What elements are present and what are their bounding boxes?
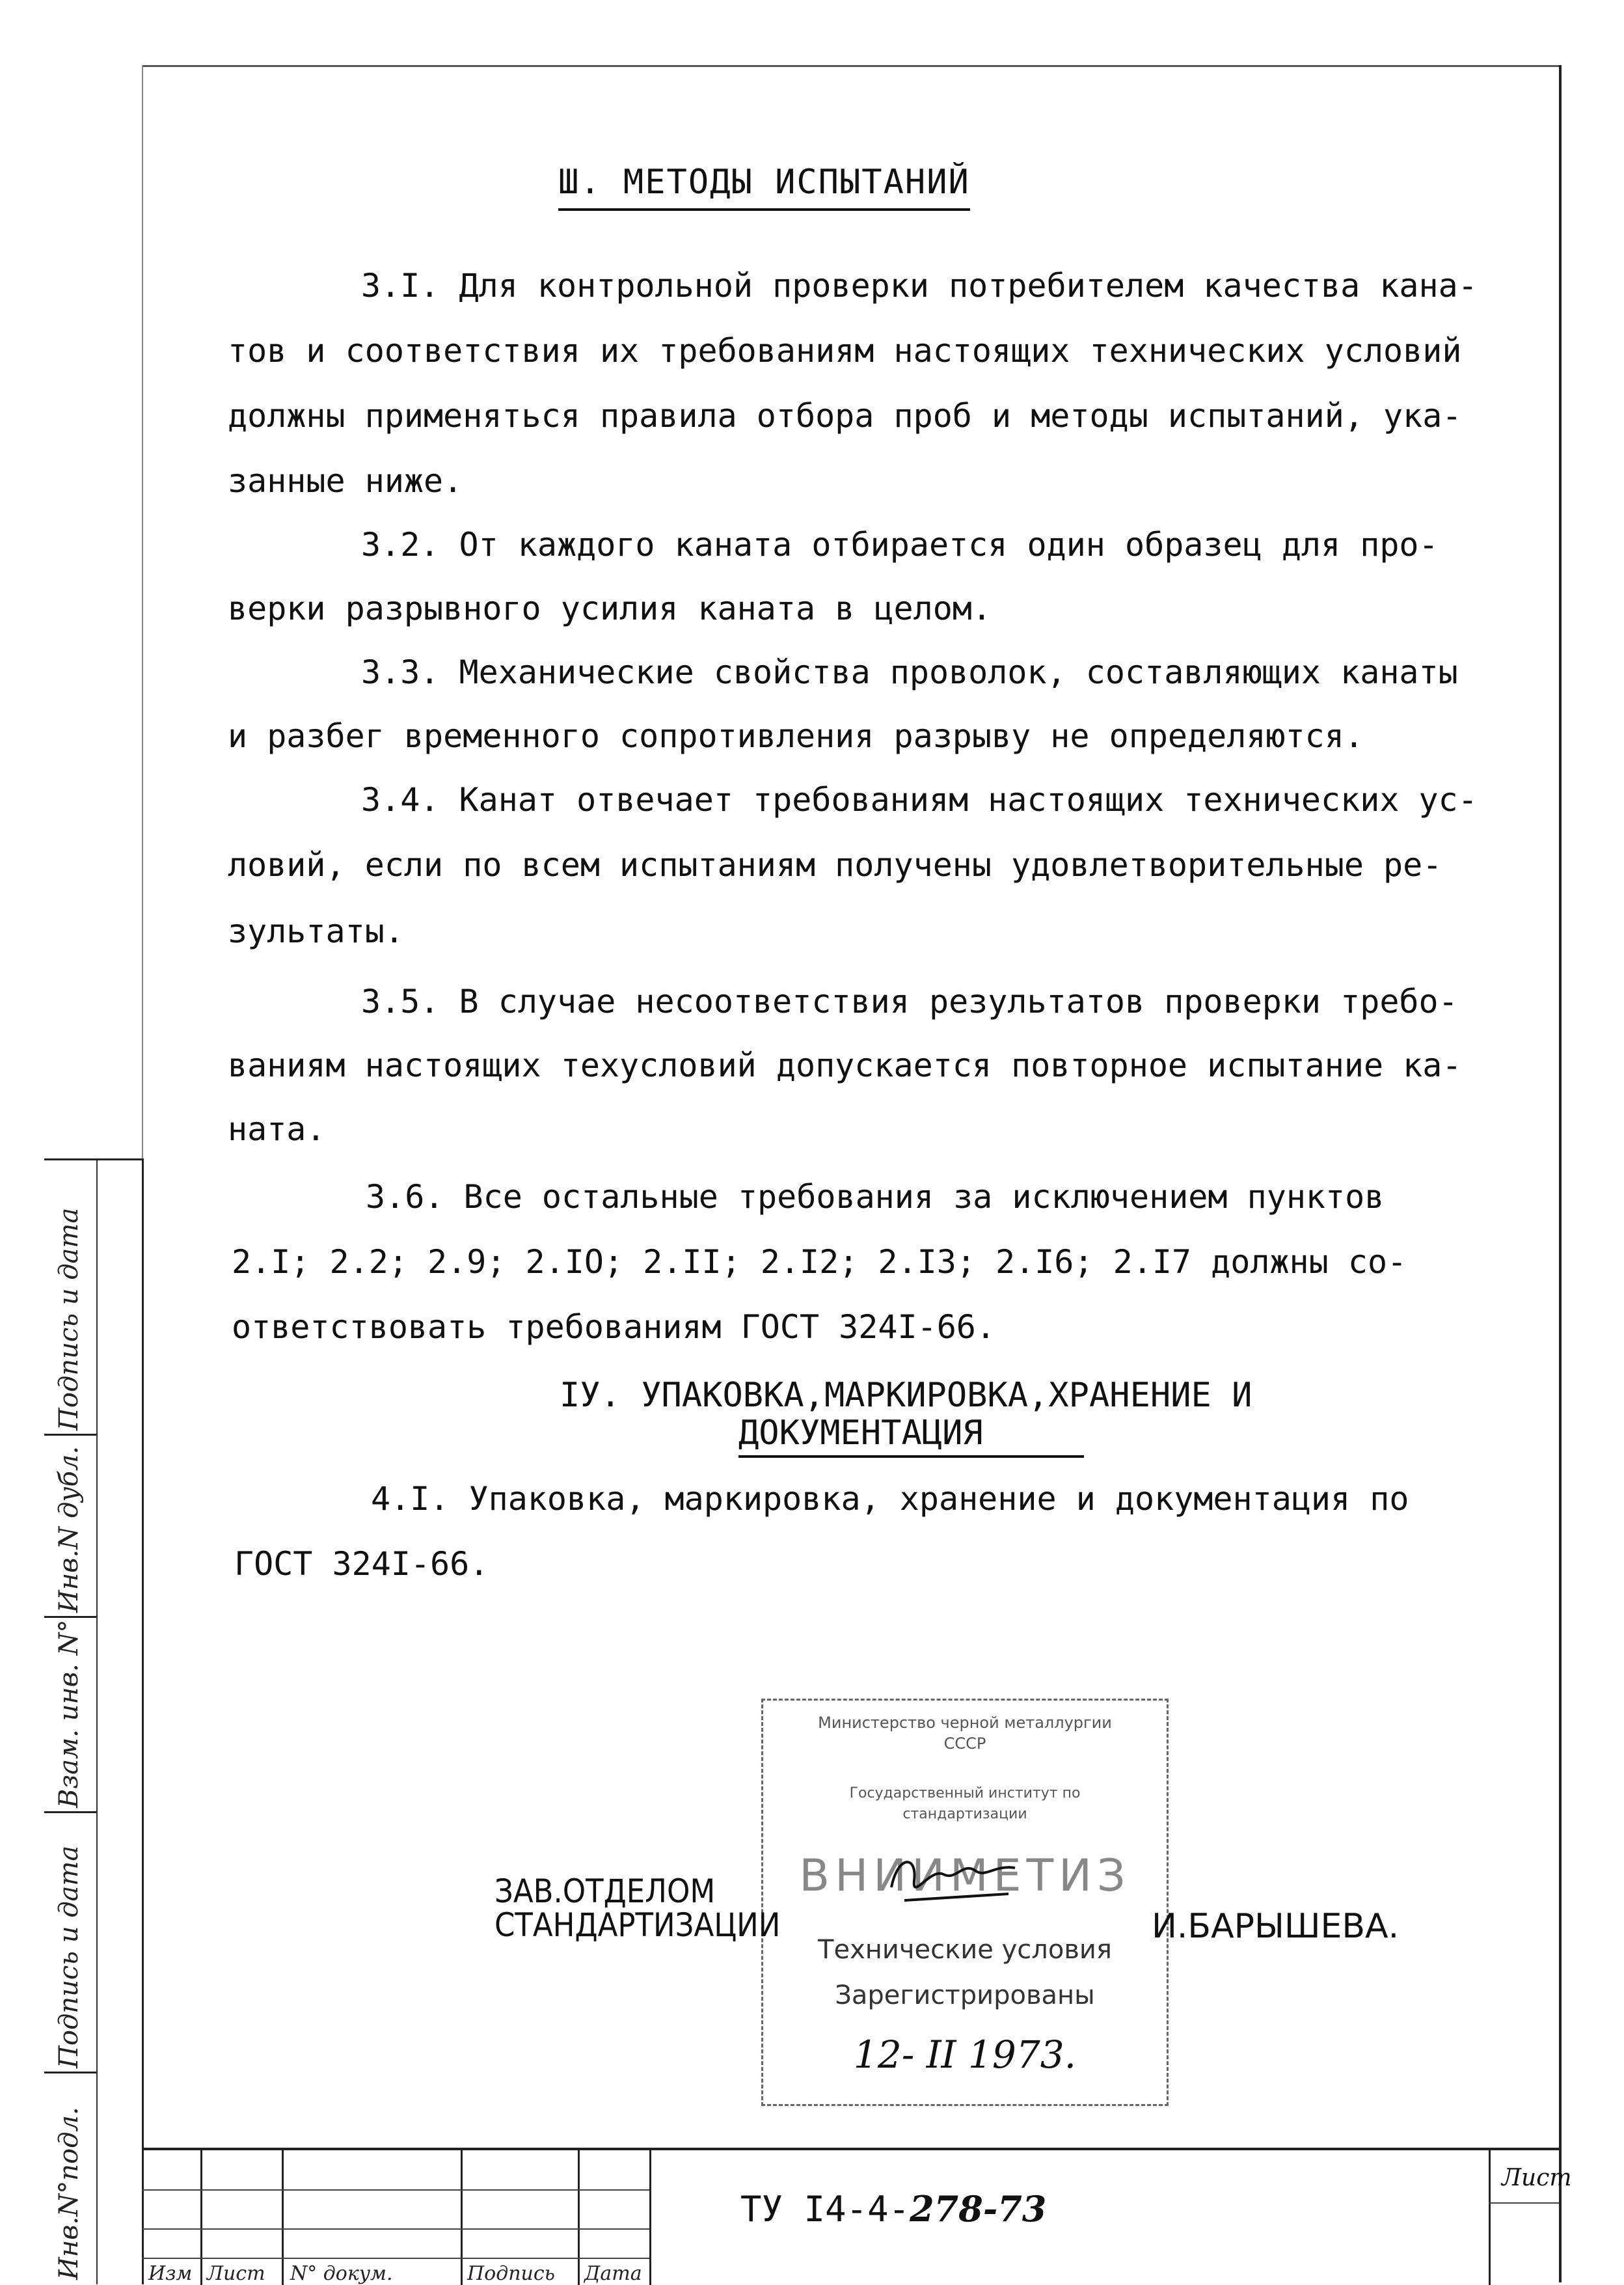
sheet-label: Лист — [1502, 2165, 1572, 2191]
tb-divider — [200, 2150, 202, 2285]
p3-1-line-2: тов и соответствия их требованиям настоящих технических условий — [228, 332, 1462, 370]
p3-6-line-3: ответствовать требованиям ГОСТ 324I-66. — [232, 1308, 995, 1346]
page-frame-right — [1559, 65, 1562, 2282]
p3-5-line-1: 3.5. В случае несоответствия результатов проверки требо- — [361, 983, 1458, 1020]
signature-title-line-1: ЗАВ.ОТДЕЛОМ — [494, 1872, 716, 1910]
p3-2-line-2: верки разрывного усилия каната в целом. — [228, 590, 992, 627]
tb-row-line — [142, 2189, 649, 2191]
p3-4-line-3: зультаты. — [228, 912, 404, 950]
handwritten-signature — [878, 1842, 1022, 1913]
side-label-signature-date-2: Подпись и дата — [54, 1207, 84, 1430]
side-stamp — [44, 1158, 144, 2284]
p3-6-line-2: 2.I; 2.2; 2.9; 2.IO; 2.II; 2.I2; 2.I3; 2.I6; 2.I7 должны со- — [232, 1243, 1407, 1281]
p3-3-line-1: 3.3. Механические свойства проволок, составляющих канаты — [361, 653, 1458, 691]
stamp-tech-conditions: Технические условия — [818, 1935, 1112, 1965]
p3-1-line-4: занные ниже. — [228, 462, 463, 500]
p3-5-line-2: ваниям настоящих техусловий допускается повторное испытание ка- — [228, 1047, 1462, 1084]
stamp-institute: Государственный институт по — [849, 1785, 1081, 1801]
p3-4-line-1: 3.4. Канат отвечает требованиям настоящих технических ус- — [361, 781, 1478, 819]
tb-divider — [282, 2150, 284, 2285]
tb-col-change: Изм — [148, 2262, 193, 2285]
page-frame-left — [142, 65, 143, 1171]
page-frame-top — [142, 65, 1560, 67]
side-stamp-separator — [44, 1616, 96, 1618]
p3-5-line-3: ната. — [228, 1110, 326, 1148]
stamp-ministry: Министерство черной металлургии — [818, 1714, 1112, 1732]
side-label-replacement-inv: Взам. инв. N° — [54, 1619, 84, 1808]
side-label-inv-original: Инв.N°подл. — [54, 2107, 84, 2280]
tb-col-signature: Подпись — [467, 2262, 556, 2285]
p4-1-line-2: ГОСТ 324I-66. — [234, 1545, 489, 1583]
section-4-heading-line-2: ДОКУМЕНТАЦИЯ — [738, 1414, 1084, 1458]
document-code-handwritten: 278-73 — [910, 2188, 1047, 2230]
stamp-date: 12- II 1973. — [853, 2032, 1077, 2077]
tb-col-date: Дата — [584, 2262, 642, 2285]
stamp-ussr: СССР — [943, 1734, 986, 1753]
tb-row-line — [1489, 2202, 1559, 2204]
tb-divider — [461, 2150, 463, 2285]
title-block — [142, 2148, 1572, 2285]
p3-1-line-1: 3.I. Для контрольной проверки потребителем качества кана- — [361, 267, 1478, 305]
tb-row-line — [142, 2258, 649, 2259]
tb-row-line — [142, 2228, 649, 2230]
tb-col-doc-number: N° докум. — [290, 2262, 393, 2285]
side-stamp-separator — [44, 1811, 96, 1813]
side-stamp-separator — [44, 1434, 96, 1436]
side-stamp-separator — [44, 2072, 96, 2073]
section-3-heading — [558, 163, 970, 202]
signature-title — [494, 1874, 780, 1942]
side-stamp-divider — [96, 1160, 98, 2284]
signature-title-line-2: СТАНДАРТИЗАЦИИ — [494, 1906, 781, 1944]
document-code-printed: ТУ I4-4- — [740, 2189, 910, 2230]
p3-3-line-2: и разбег временного сопротивления разрыву не определяются. — [228, 717, 1364, 755]
document-code — [740, 2188, 1046, 2230]
p3-6-line-1: 3.6. Все остальные требования за исключением пунктов — [366, 1178, 1385, 1216]
side-label-signature-date-1: Подпись и дата — [54, 1845, 84, 2068]
signatory-name: И.БАРЫШЕВА. — [1152, 1907, 1400, 1946]
p3-4-line-2: ловий, если по всем испытаниям получены удовлетворительные ре- — [228, 846, 1442, 884]
side-label-inv-duplicate: Инв.N дубл. — [54, 1445, 84, 1613]
tb-divider — [649, 2150, 651, 2285]
tb-divider — [578, 2150, 580, 2285]
stamp-registered: Зарегистрированы — [835, 1980, 1095, 2010]
p4-1-line-1: 4.I. Упаковка, маркировка, хранение и документация по — [371, 1480, 1409, 1518]
section-3-heading-text: Ш. МЕТОДЫ ИСПЫТАНИЙ — [558, 163, 970, 211]
tb-divider — [1489, 2150, 1491, 2285]
tb-col-sheet: Лист — [207, 2262, 265, 2285]
p3-1-line-3: должны применяться правила отбора проб и методы испытаний, ука- — [228, 397, 1462, 435]
p3-2-line-1: 3.2. От каждого каната отбирается один образец для про- — [361, 526, 1439, 564]
stamp-standardization: стандартизации — [902, 1806, 1027, 1822]
stamp-org-name: ВНИИМЕТИЗ — [799, 1850, 1131, 1902]
section-4-heading-line-1: IУ. УПАКОВКА,МАРКИРОВКА,ХРАНЕНИЕ И — [560, 1376, 1252, 1415]
section-4-heading — [560, 1376, 1252, 1452]
